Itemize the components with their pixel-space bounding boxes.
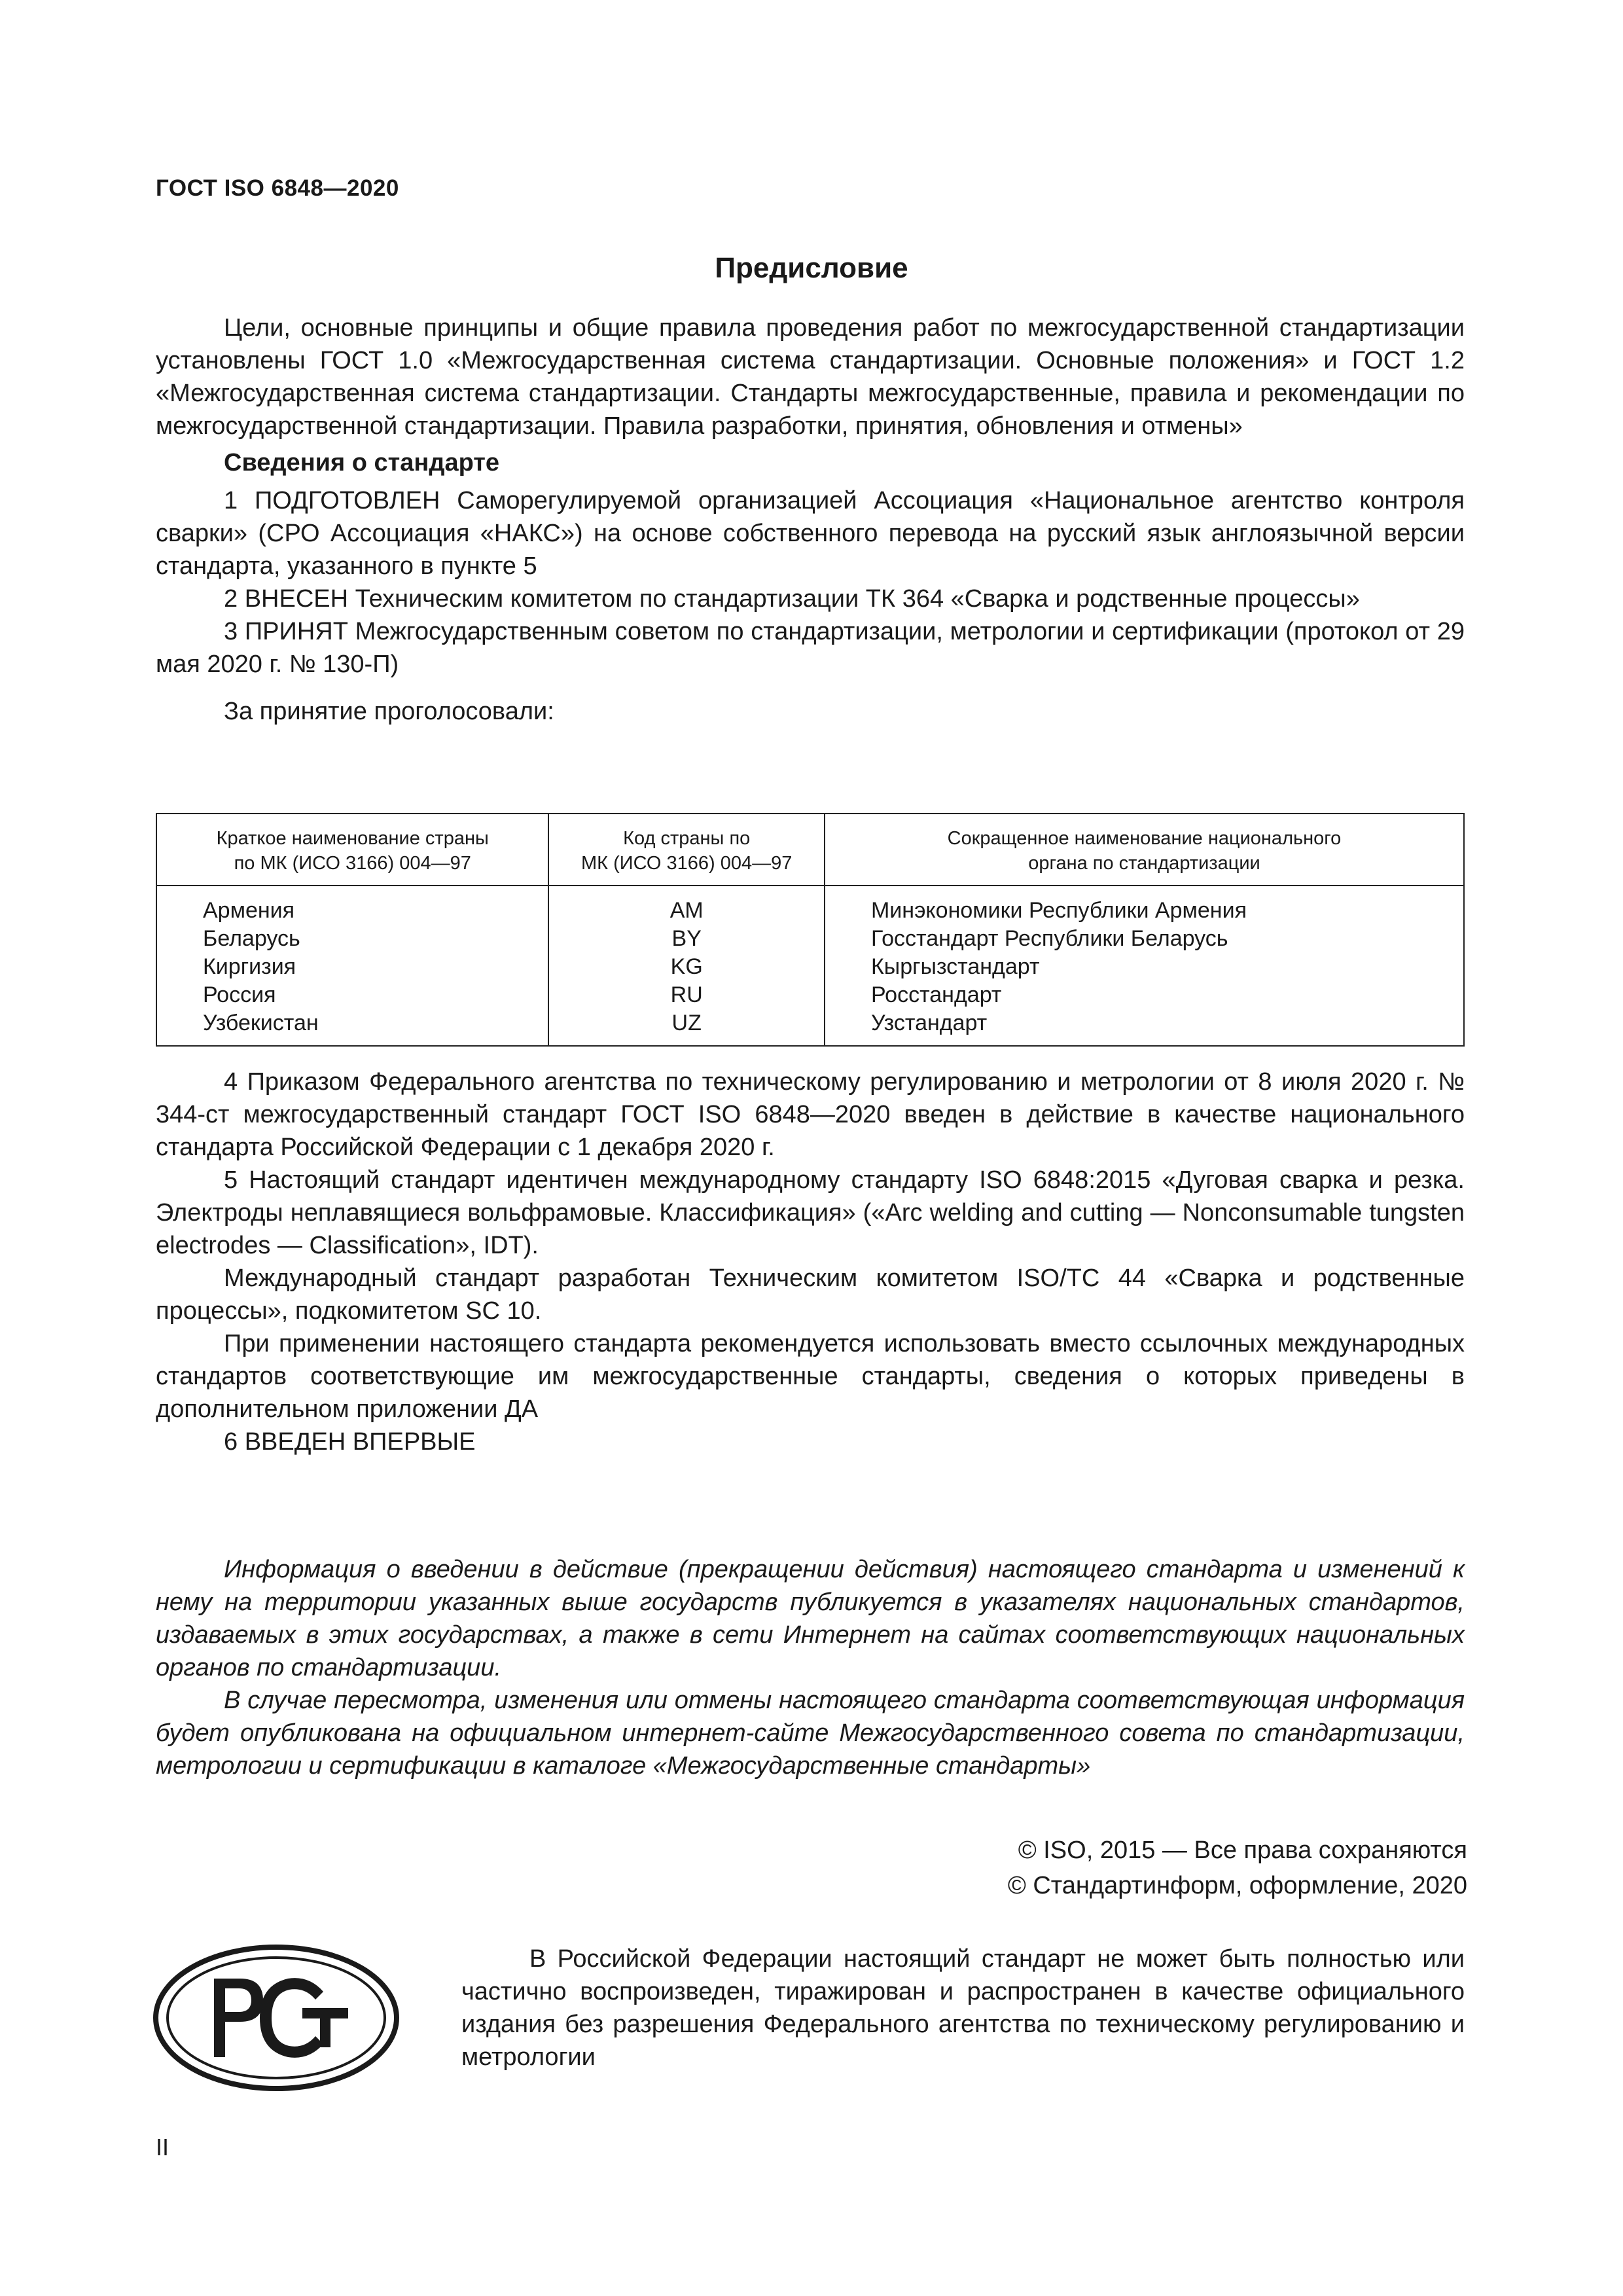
item-5-note-2: При применении настоящего стандарта рекомендуется использовать вместо ссылочных международных стандартов соответствующие им межгосударственные стандарты, сведения о которых приведены в дополнительном приложении ДА <box>156 1330 1465 1423</box>
country-cell: Россия <box>203 982 276 1007</box>
item-5-note-1: Международный стандарт разработан Техническим комитетом ISO/TC 44 «Сварка и родственные процессы», подкомитетом SC 10. <box>156 1265 1465 1325</box>
country-cell: Армения <box>203 898 295 923</box>
code-cell: KG <box>670 954 703 979</box>
header-body-line1: Сокращенное наименование национального <box>947 828 1342 849</box>
country-cell: Узбекистан <box>203 1011 319 1035</box>
reproduction-notice <box>461 1943 1465 2073</box>
header-country-line2: по МК (ИСО 3166) 004—97 <box>234 853 471 874</box>
info-notice-paragraph-1: Информация о введении в действие (прекращении действия) настоящего стандарта и изменений к нему на территории указанных выше государств публикуется в указателях национальных стандартов, издаваемых в этих государствах, а также в сети Интернет на сайтах соответствующих национальных органов по стандартизации. <box>156 1556 1465 1681</box>
code-cell: UZ <box>671 1011 702 1035</box>
items-block <box>156 1066 1465 1458</box>
rst-logo-icon <box>152 1943 401 2093</box>
header-code-line1: Код страны по <box>623 828 751 849</box>
item-3: 3 ПРИНЯТ Межгосударственным советом по стандартизации, метрологии и сертификации (протокол от 29 мая 2020 г. № 130-П) <box>156 618 1465 678</box>
voted-label: За принятие проголосовали: <box>224 698 554 725</box>
code-column <box>548 886 825 1046</box>
code-cell: BY <box>671 926 702 951</box>
intro-block <box>156 312 1465 728</box>
item-6: 6 ВВЕДЕН ВПЕРВЫЕ <box>224 1428 476 1456</box>
header-country <box>156 814 548 886</box>
copyright-block <box>1008 1833 1467 1903</box>
header-code-line2: МК (ИСО 3166) 004—97 <box>581 853 793 874</box>
info-heading: Сведения о стандарте <box>224 449 500 476</box>
country-cell: Киргизия <box>203 954 296 979</box>
body-cell: Минэкономики Республики Армения <box>870 898 1247 923</box>
body-cell: Росстандарт <box>870 982 1002 1007</box>
body-cell: Кыргызстандарт <box>870 954 1040 979</box>
copyright-iso: © ISO, 2015 — Все права сохраняются <box>1018 1837 1467 1864</box>
header-country-line1: Краткое наименование страны <box>216 828 489 849</box>
table-header-row <box>156 814 1464 886</box>
info-notice-paragraph-2: В случае пересмотра, изменения или отмены настоящего стандарта соответствующая информация будет опубликована на официальном интернет-сайте Межгосударственного совета по стандартизации, метрологии и сертификации в каталоге «Межгосударственные стандарты» <box>156 1687 1465 1780</box>
reproduction-notice-text: В Российской Федерации настоящий стандарт не может быть полностью или частично воспроизведен, тиражирован и распространен в качестве официального издания без разрешения Федерального агентства по техническому регулированию и метрологии <box>461 1945 1465 2071</box>
table-body-row <box>156 886 1464 1046</box>
standard-code: ГОСТ ISO 6848—2020 <box>156 175 399 201</box>
header-body <box>825 814 1464 886</box>
item-2: 2 ВНЕСЕН Техническим комитетом по стандартизации ТК 364 «Сварка и родственные процессы» <box>224 585 1360 613</box>
intro-paragraph: Цели, основные принципы и общие правила проведения работ по межгосударственной стандартизации установлены ГОСТ 1.0 «Межгосударственная система стандартизации. Основные положения» и ГОСТ 1.2 «Межгосударственная система стандартизации. Стандарты межгосударственные, правила и рекомендации по межгосударственной стандартизации. Правила разработки, принятия, обновления и отмены» <box>156 314 1465 440</box>
item-5: 5 Настоящий стандарт идентичен международному стандарту ISO 6848:2015 «Дуговая сварка и резка. Электроды неплавящиеся вольфрамовые. Классификация» («Arc welding and cutting — Nonconsumable tungsten electrodes — Classification», IDT). <box>156 1166 1465 1259</box>
copyright-standartinform: © Стандартинформ, оформление, 2020 <box>1007 1872 1467 1899</box>
header-body-line2: органа по стандартизации <box>1028 853 1260 874</box>
section-title: Предисловие <box>715 252 908 284</box>
info-notice-block <box>156 1553 1465 1782</box>
item-4: 4 Приказом Федерального агентства по техническому регулированию и метрологии от 8 июля 2020 г. № 344-ст межгосударственный стандарт ГОСТ ISO 6848—2020 введен в действие в качестве национального стандарта Российской Федерации с 1 декабря 2020 г. <box>156 1068 1465 1161</box>
header-code <box>548 814 825 886</box>
code-cell: AM <box>669 898 704 923</box>
country-column <box>156 886 548 1046</box>
item-1: 1 ПОДГОТОВЛЕН Саморегулируемой организацией Ассоциация «Национальное агентство контроля сварки» (СРО Ассоциация «НАКС») на основе собственного перевода на русский язык англоязычной версии стандарта, указанного в пункте 5 <box>156 487 1465 580</box>
body-cell: Узстандарт <box>870 1011 988 1035</box>
body-cell: Госстандарт Республики Беларусь <box>870 926 1228 951</box>
code-cell: RU <box>670 982 703 1007</box>
country-cell: Беларусь <box>203 926 300 951</box>
body-column <box>825 886 1464 1046</box>
voting-table <box>156 813 1465 1047</box>
page-number: II <box>156 2134 169 2161</box>
